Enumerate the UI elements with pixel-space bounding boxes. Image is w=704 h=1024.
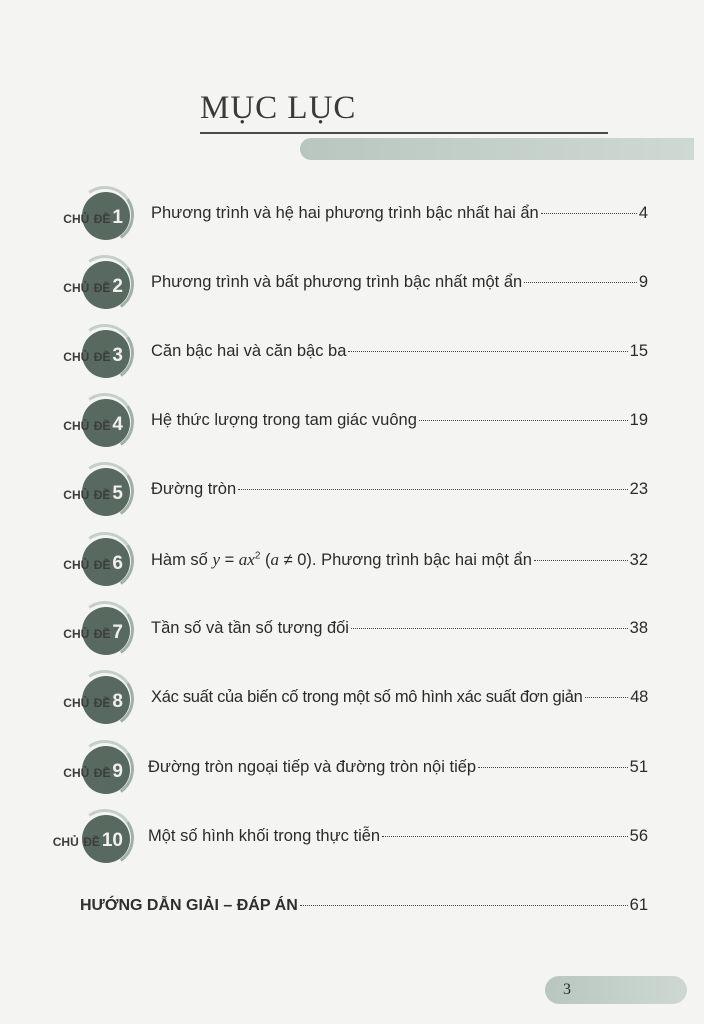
chapter-label: CHỦ ĐỀ 5 [63,483,123,504]
toc-entry[interactable] [0,324,704,384]
dot-leader [300,905,628,906]
chapter-number: 9 [112,761,123,782]
entry-title: Phương trình và bất phương trình bậc nhất một ẩn [151,273,523,291]
chapter-number: 2 [112,276,123,297]
dot-leader [534,560,628,561]
toc-line [148,758,648,777]
entry-title: Đường tròn ngoại tiếp và đường tròn nội tiếp [148,758,477,776]
toc-entry[interactable] [0,255,704,315]
page-title: MỤC LỤC [200,90,357,126]
toc-line [151,550,648,570]
toc-entry[interactable] [0,740,704,800]
entry-page: 51 [629,758,648,776]
title-rule [200,132,608,134]
chapter-label: CHỦ ĐỀ 9 [63,761,123,782]
toc-entry[interactable] [0,186,704,246]
chapter-label: CHỦ ĐỀ 8 [63,691,123,712]
entry-page: 9 [638,273,648,291]
entry-page: 19 [629,411,648,429]
entry-title: Một số hình khối trong thực tiễn [148,827,381,845]
entry-page: 38 [629,619,648,637]
entry-page: 23 [629,480,648,498]
toc-line [151,688,648,707]
dot-leader [541,213,637,214]
chapter-number: 3 [112,345,123,366]
toc-line [151,204,648,223]
toc-entry[interactable] [0,393,704,453]
dot-leader [419,420,628,421]
chapter-label: CHỦ ĐỀ 3 [63,345,123,366]
chapter-number: 10 [101,830,123,851]
toc-line [151,411,648,430]
chapter-number: 4 [112,414,123,435]
chapter-number: 6 [112,553,123,574]
dot-leader [238,489,627,490]
entry-title: Phương trình và hệ hai phương trình bậc nhất hai ẩn [151,204,539,222]
chapter-label: CHỦ ĐỀ 2 [63,276,123,297]
chapter-number: 5 [112,483,123,504]
answers-page: 61 [629,896,648,914]
chapter-number: 7 [112,622,123,643]
dot-leader [585,697,629,698]
dot-leader [351,628,628,629]
entry-title: Hàm số $y = ax^2$ (a ≠ 0). Phương trình bậc hai một ẩn [151,550,532,569]
chapter-number: 8 [112,691,123,712]
chapter-label: CHỦ ĐỀ 6 [63,553,123,574]
entry-page: 15 [629,342,648,360]
toc-line [148,827,648,846]
chapter-label: CHỦ ĐỀ 10 [52,830,123,851]
entry-title: Căn bậc hai và căn bậc ba [151,342,347,360]
entry-page: 4 [638,204,648,222]
answers-title: HƯỚNG DẪN GIẢI – ĐÁP ÁN [80,897,298,914]
entry-page: 32 [629,551,648,569]
toc-entry[interactable] [0,532,704,592]
toc-entry[interactable] [0,670,704,730]
dot-leader [524,282,637,283]
toc-entry[interactable] [0,809,704,869]
entry-title: Đường tròn [151,480,237,498]
toc-line [151,273,648,292]
entry-title: Xác suất của biến cố trong một số mô hình xác suất đơn giản [151,688,583,706]
chapter-number: 1 [112,207,123,228]
toc-entry[interactable] [0,462,704,522]
toc-line [151,342,648,361]
title-band [300,138,694,160]
dot-leader [478,767,628,768]
toc-entry-answers[interactable] [80,896,648,915]
entry-title: Hệ thức lượng trong tam giác vuông [151,411,417,429]
page-number: 3 [563,981,571,998]
chapter-label: CHỦ ĐỀ 1 [63,207,123,228]
entry-page: 48 [630,688,648,706]
dot-leader [348,351,627,352]
entry-title: Tần số và tần số tương đối [151,619,349,637]
toc-line [151,619,648,638]
title-area [0,0,704,170]
toc-entry[interactable] [0,601,704,661]
dot-leader [382,836,628,837]
entry-page: 56 [629,827,648,845]
chapter-label: CHỦ ĐỀ 7 [63,622,123,643]
toc-line [151,480,648,499]
chapter-label: CHỦ ĐỀ 4 [63,414,123,435]
